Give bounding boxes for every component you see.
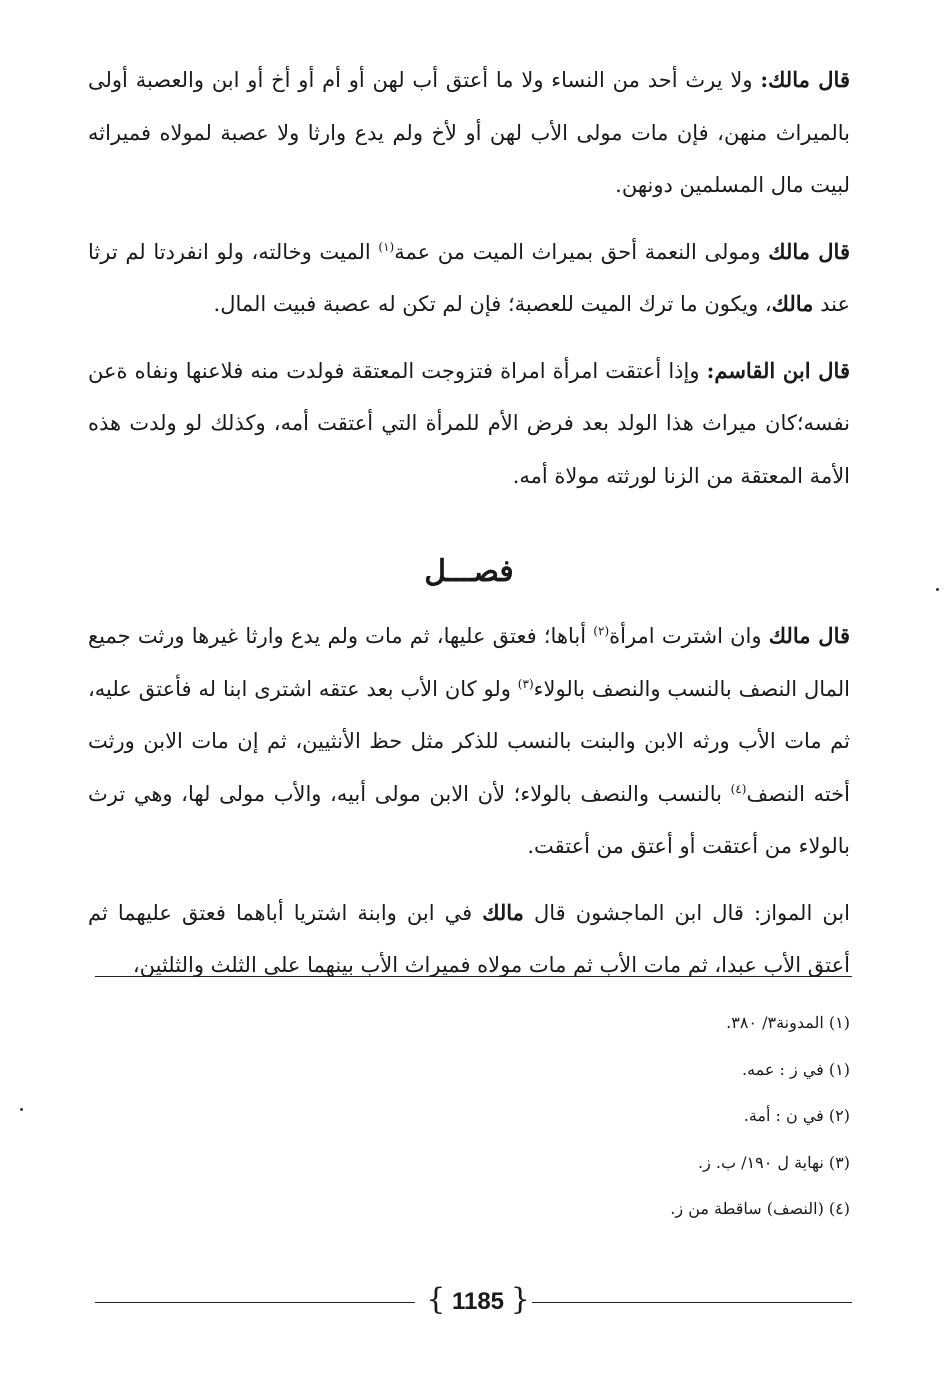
paragraph-text: بالنسب والنصف بالولاء؛ لأن الابن مولى أبيه، والأب مولى لها، وهي ترث بالولاء من أعتقت أو أعتق من أعتقت. <box>88 781 850 858</box>
speaker: قال مالك <box>768 238 850 264</box>
footnote: (١) المدونة٣/ ٣٨٠. <box>726 1013 850 1032</box>
paragraph-3 <box>88 345 850 503</box>
paragraph-text: ولو كان الأب بعد عتقه اشترى ابنا له فأعتق عليه، ثم مات الأب ورثه الابن والبنت بالنسب للذكر مثل حظ الأنثيين، ثم إن مات الابن ورثت أخته النصف <box>88 676 851 806</box>
speaker: قال ابن القاسم: <box>706 357 850 383</box>
footnote: (٤) (النصف) ساقطة من ز. <box>670 1199 850 1218</box>
bold-name: مالك <box>771 291 814 316</box>
paragraph-2 <box>88 226 850 331</box>
divider <box>95 1302 415 1303</box>
footnote-mark: (٢) <box>593 624 610 638</box>
paragraph-1 <box>88 54 850 212</box>
paragraph-text: في ابن وابنة اشتريا أباهما فعتق عليهما ثم أعتق الأب عبدا، ثم مات الأب ثم مات مولاه فميراث الأب بينهما على الثلث والثلثين، <box>88 900 850 977</box>
paragraph-text: ، ويكون ما ترك الميت للعصبة؛ فإن لم تكن له عصبة فبيت المال. <box>213 292 772 316</box>
paragraph-text: الميت وخالته، ولو انفردتا لم ترثا عند <box>88 239 850 316</box>
main-text <box>88 54 850 1006</box>
footnote: (١) في ز : عمه. <box>742 1059 850 1079</box>
bracket-right-icon: } <box>510 1282 530 1317</box>
page-number <box>415 1282 541 1318</box>
scan-speck <box>20 1108 23 1111</box>
scan-speck <box>936 588 939 591</box>
section-heading: فصـــل <box>424 554 514 589</box>
bracket-left-icon: { <box>426 1282 446 1317</box>
footnote-mark: (١) <box>378 239 395 254</box>
speaker: قال مالك <box>768 623 850 648</box>
footnotes <box>95 1000 850 1233</box>
divider <box>532 1302 852 1303</box>
paragraph-text: ولا يرث أحد من النساء ولا ما أعتق أب لهن أو أم أو أخ أو ابن والعصبة أولى بالميراث منهن، فإن مات مولى الأب لهن أو لأخ ولم يدع وارثا ولا عصبة لمولاه فميراثه لبيت مال المسلمين دونهن. <box>88 68 850 197</box>
paragraph-text: وان اشترت امرأة <box>609 624 769 648</box>
paragraph-text: وإذا أعتقت امرأة امراة فتزوجت المعتقة فولدت منه فلاعنها ونفاه ةعن نفسه؛كان ميراث هذا الولد بعد فرض الأم للمرأة التي أعتقت أمه، وكذلك لو ولدت هذه الأمة المعتقة من الزنا لورثته مولاة أمه. <box>88 358 850 488</box>
page-number-value: 1185 <box>451 1288 505 1315</box>
footnote: (٢) في ن : أمة. <box>743 1106 850 1125</box>
speaker: قال مالك: <box>760 67 850 92</box>
footnote-mark: (٤) <box>730 781 747 796</box>
footnote-separator <box>95 976 852 977</box>
speaker: ابن المواز: <box>754 900 850 925</box>
footnote: (٣) نهاية ل ١٩٠/ ب. ز. <box>697 1152 850 1172</box>
footnote-mark: (٣) <box>517 676 534 691</box>
paragraph-4 <box>88 610 850 873</box>
paragraph-text: قال ابن الماجشون قال <box>523 900 754 925</box>
bold-name: مالك <box>482 899 524 925</box>
paragraph-text: أباها؛ فعتق عليها، ثم مات ولم يدع وارثا غيرها ورثت جميع المال النصف بالنسب والنصف بالولاء <box>88 624 850 701</box>
paragraph-text: ومولى النعمة أحق بميراث الميت من عمة <box>394 239 769 264</box>
